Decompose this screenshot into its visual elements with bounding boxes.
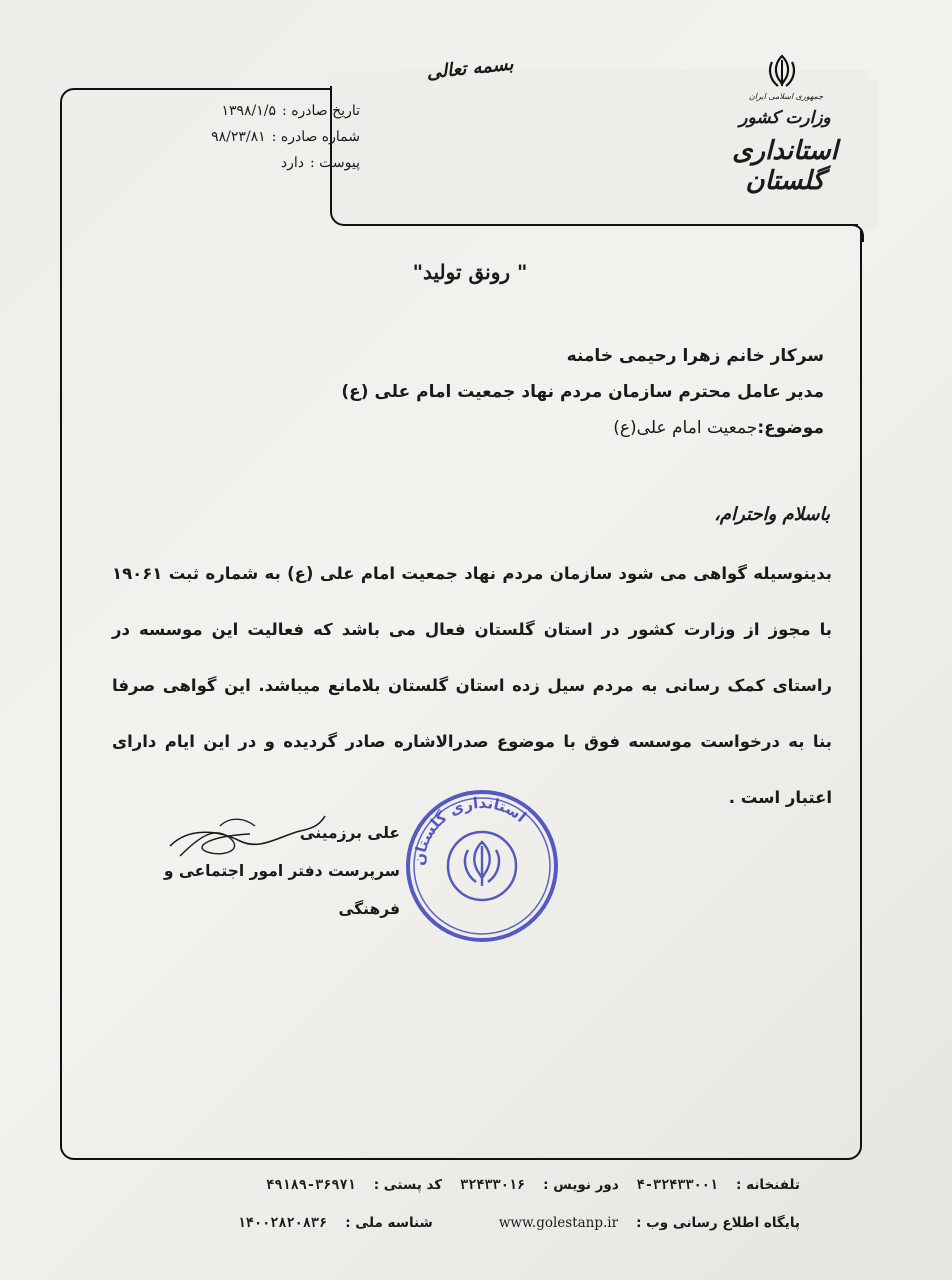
phone-label: تلفنخانه :: [736, 1177, 800, 1193]
spacer: [451, 1204, 481, 1242]
iran-emblem-icon: [762, 52, 802, 92]
phone-value: ۴-۳۲۴۳۳۰۰۱: [636, 1177, 719, 1193]
national-id-label: شناسه ملی :: [345, 1215, 433, 1231]
national-id-value: ۱۴۰۰۲۸۲۰۸۳۶: [237, 1215, 328, 1231]
number-value: ۹۸/۲۳/۸۱: [211, 129, 266, 145]
postal-value: ۴۹۱۸۹-۳۶۹۷۱: [266, 1177, 356, 1193]
ministry-title: وزارت کشور: [739, 108, 831, 128]
addressee-block: [224, 338, 824, 446]
slogan: " رونق تولید": [412, 260, 528, 284]
subject-row: [224, 410, 824, 446]
attachment-row: [150, 150, 360, 176]
number-label: شماره صادره :: [271, 129, 360, 145]
letter-body: بدینوسیله گواهی می شود سازمان مردم نهاد جمعیت امام علی (ع) به شماره ثبت ۱۹۰۶۱ با مجوز از وزارت کشور در استان گلستان فعال می باشد که فعالیت این موسسه در راستای کمک رسانی به مردم سیل زده استان گلستان بلامانع میباشد. این گواهی صرفا بنا به درخواست موسسه فوق با موضوع صدرالاشاره صادر گردیده و در این ایام دارای اعتبار است .: [112, 564, 832, 807]
governorate-title: استانداری گلستان: [732, 136, 838, 196]
stamp-text: استانداری گلستان: [409, 793, 530, 867]
official-stamp: [402, 786, 562, 946]
bismillah: بسمه تعالی: [425, 53, 515, 84]
web-value: www.golestanp.ir: [498, 1215, 619, 1231]
date-value: ۱۳۹۸/۱/۵: [221, 103, 277, 119]
date-row: [150, 98, 360, 124]
signer-block: [130, 814, 400, 928]
footer-row-web: [120, 1204, 800, 1242]
addressee-name: سرکار خانم زهرا رحیمی خامنه: [566, 346, 824, 366]
fax-value: ۳۲۴۳۳۰۱۶: [460, 1177, 526, 1193]
greeting: باسلام واحترام،: [714, 504, 830, 525]
republic-title: جمهوری اسلامی ایران: [748, 92, 824, 101]
attachment-value: دارد: [280, 155, 304, 171]
signer-name: علی برزمینی: [299, 824, 400, 842]
attachment-label: پیوست :: [310, 155, 360, 171]
letter-footer: [120, 1166, 800, 1242]
date-label: تاریخ صادره :: [282, 103, 360, 119]
number-row: [150, 124, 360, 150]
fax-label: دور نویس :: [543, 1177, 619, 1193]
postal-label: کد پستی :: [373, 1177, 443, 1193]
subject-label: موضوع:: [757, 418, 824, 438]
footer-row-contacts: [120, 1166, 800, 1204]
letter-meta: [150, 98, 360, 176]
addressee-title: مدیر عامل محترم سازمان مردم نهاد جمعیت امام علی (ع): [341, 382, 824, 402]
signer-title: سرپرست دفتر امور اجتماعی و فرهنگی: [163, 862, 400, 918]
subject-value: جمعیت امام علی(ع): [613, 418, 758, 438]
web-label: پایگاه اطلاع رسانی وب :: [636, 1215, 800, 1231]
